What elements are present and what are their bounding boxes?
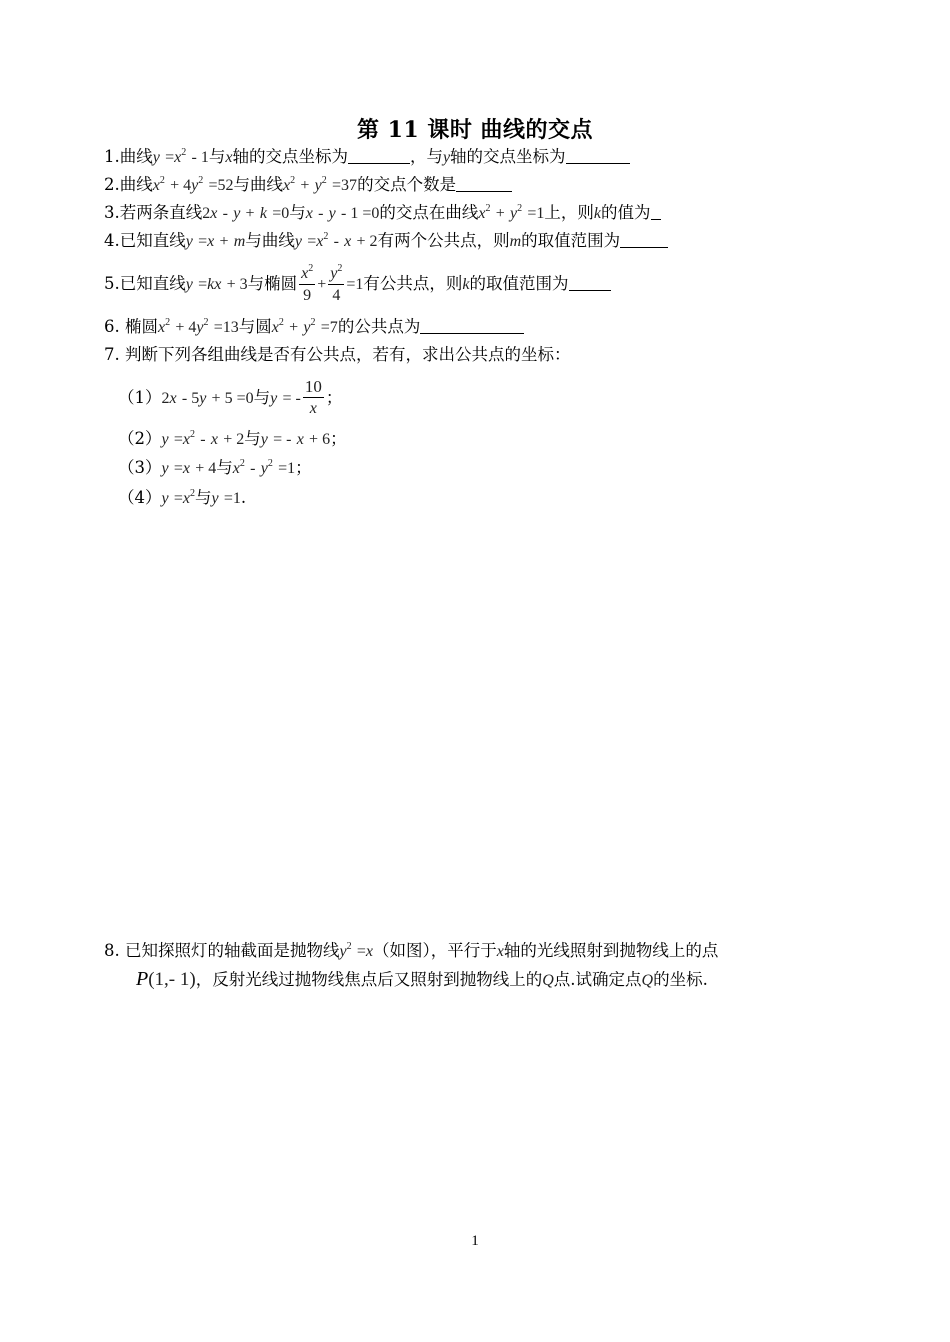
q2-tail: 的交点个数是	[357, 175, 457, 194]
q1-mid3: ，与	[409, 147, 443, 166]
q7-item-1: （1）2x - 5y + 5 =0与y = - $\frac{10}{x}$ ；	[118, 374, 342, 423]
answer-blank[interactable]	[569, 274, 611, 291]
question-5: 5.已知直线y =kx + 3与椭圆 $\frac{x^2}{9}$ + $\frac{y^2}{4}$ =1有公共点，则k的取值范围为	[104, 260, 611, 309]
q4-mid1: 与曲线	[245, 231, 295, 250]
page-number: 1	[471, 1233, 479, 1249]
q8-text-c: 轴的光线照射到抛物线上的点	[503, 941, 719, 960]
q3-tail: 的值为	[601, 203, 651, 222]
question-3: 3.若两条直线2x - y + k =0与x - y - 1 =0的交点在曲线$x^2 + y^2 =1$上，则k的值为	[104, 202, 661, 225]
answer-blank[interactable]	[456, 175, 512, 192]
page-title: 第 11 课时 曲线的交点	[356, 117, 594, 143]
q8-text-f: 的坐标.	[653, 970, 708, 989]
item-join: 与	[195, 488, 212, 507]
q2-mid1: 与曲线	[233, 175, 284, 194]
item-label: （1）	[118, 388, 162, 407]
q8-text-b: （如图），平行于	[373, 941, 497, 960]
question-8-line-1: 8. 已知探照灯的轴截面是抛物线$y^2 =x$（如图），平行于x轴的光线照射到抛物线上的点	[104, 941, 719, 960]
q2-prefix: 2.曲线	[104, 175, 153, 194]
fraction-10-over-x: $\frac{10}{x}$	[304, 377, 322, 417]
item-end: ；	[330, 429, 347, 448]
question-8-line-2: P(1,- 1)，反射光线过抛物线焦点后又照射到抛物线上的Q点.试确定点Q的坐标.	[136, 968, 708, 990]
q8-text-e: 点.试确定点	[553, 970, 642, 989]
answer-blank[interactable]	[620, 231, 668, 248]
q3-mid2: 的交点在曲线	[379, 203, 479, 222]
item-label: （2）	[118, 429, 162, 448]
q3-mid1: 与	[289, 203, 306, 222]
q3-prefix: 3.若两条直线	[104, 203, 203, 222]
q3-mid3: 上，则	[544, 203, 594, 222]
q6-mid1: 与圆	[238, 317, 272, 336]
q4-mid2: 有两个公共点，则	[377, 231, 510, 250]
q1-mid4: 轴的交点坐标为	[450, 147, 566, 166]
fraction-x2-over-9: $\frac{x^2}{9}$	[301, 262, 314, 304]
answer-blank[interactable]	[651, 203, 661, 220]
item-end: ；	[325, 388, 343, 407]
q4-tail: 的取值范围为	[521, 231, 621, 250]
answer-blank[interactable]	[420, 317, 524, 334]
q6-tail: 的公共点为	[337, 317, 421, 336]
item-join: 与	[253, 388, 271, 407]
item-label: （3）	[118, 458, 162, 477]
item-end: ；	[295, 458, 312, 477]
question-4: 4.已知直线y =x + m与曲线$y =x^2 - x + 2$有两个公共点，则m的取值范围为	[104, 230, 668, 253]
q5-tail: 的取值范围为	[469, 274, 569, 293]
q7-item-2: $(2)y =x^2 - x + 2$与y = - x + 6；	[118, 429, 347, 448]
q4-prefix: 4.已知直线	[104, 231, 186, 250]
q1-prefix: 1.曲线	[104, 147, 153, 166]
answer-blank[interactable]	[348, 147, 410, 164]
item-label: （4）	[118, 488, 162, 507]
fraction-y2-over-4: $\frac{y^2}{4}$	[330, 262, 343, 304]
item-join: 与	[216, 458, 233, 477]
q5-mid2: 有公共点，则	[363, 274, 463, 293]
q6-prefix: 6. 椭圆	[104, 317, 158, 336]
q7-item-4: $(4)y =x^2$与y =1.	[118, 488, 247, 507]
answer-blank[interactable]	[566, 147, 630, 164]
question-2: 2.曲线$x^2 + 4y^2 =52$与曲线$x^2 + y^2 =37$的交点个数是	[104, 174, 512, 197]
question-7: 7. 判断下列各组曲线是否有公共点，若有，求出公共点的坐标：	[104, 345, 571, 364]
q1-mid2: 轴的交点坐标为	[232, 147, 348, 166]
question-1: 1.曲线$y =x^2 - 1$与x轴的交点坐标为 ，与y轴的交点坐标为	[104, 146, 630, 169]
q1-mid1: 与	[208, 147, 226, 166]
item-end: .	[240, 488, 247, 507]
q7-item-3: （3）y =x + 4与$x^2 - y^2 =1$；	[118, 458, 312, 477]
question-6: 6. 椭圆$x^2 + 4y^2 =13$与圆$x^2 + y^2 =7$的公共点为	[104, 316, 524, 339]
q8-text-d: ，反射光线过抛物线焦点后又照射到抛物线上的	[195, 970, 543, 989]
item-join: 与	[244, 429, 261, 448]
q8-text-a: 8. 已知探照灯的轴截面是抛物线	[104, 941, 340, 960]
q5-prefix: 5.已知直线	[104, 274, 186, 293]
q5-mid1: 与椭圆	[247, 274, 298, 293]
